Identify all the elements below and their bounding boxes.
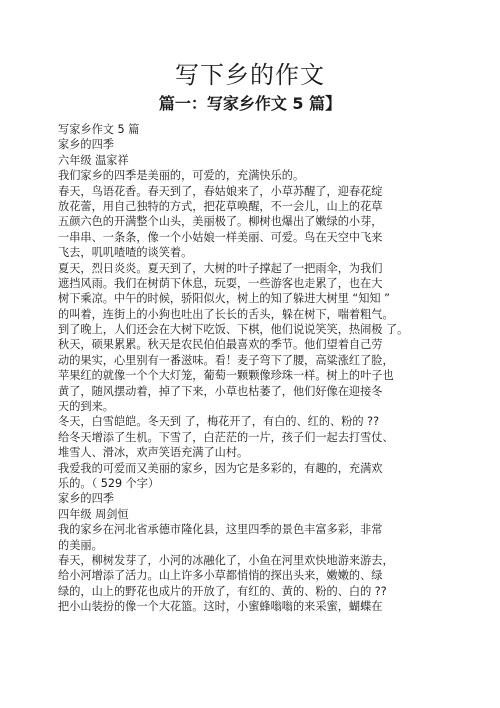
text-line: 家乡的四季 xyxy=(58,492,114,506)
text-line: 堆雪人、滑冰，欢声笑语充满了山村。 xyxy=(58,446,249,460)
text-line: 苹果红的就像一个个大灯笼，葡萄一颗颗像珍珠一样。树上的叶子也 xyxy=(58,369,394,383)
text-line: 秋天，硕果累累。秋天是农民伯伯最喜欢的季节。他们望着自己劳 xyxy=(58,338,383,352)
text-line: 把小山装扮的像一个大花篮。这时，小蜜蜂嗡嗡的来采蜜，蝴蝶在 xyxy=(58,600,383,614)
text-line: 我爱我的可爱而又美丽的家乡，因为它是多彩的，有趣的，充满欢 xyxy=(58,461,383,475)
text-line: 到了晚上，人们还会在大树下吃饭、下棋，他们说说笑笑，热闹极 了。 xyxy=(58,323,409,337)
text-line: 夏天，烈日炎炎。夏天到了，大树的叶子撑起了一把雨伞，为我们 xyxy=(58,261,383,275)
text-line: 给小河增添了活力。山上许多小草都悄悄的探出头来，嫩嫩的、绿 xyxy=(58,569,383,583)
text-line: 动的果实，心里别有一番滋味。看！麦子弯下了腰，高粱涨红了脸， xyxy=(58,353,394,367)
text-line: 放花蕾，用自己独特的方式，把花草唤醒，不一会儿，山上的花草 xyxy=(58,199,383,213)
text-line: 我的家乡在河北省承德市隆化县，这里四季的景色丰富多彩，非常 xyxy=(58,523,383,537)
text-line: 遮挡风雨。我们在树荫下休息，玩耍，一些游客也走累了，也在大 xyxy=(58,276,383,290)
text-line: 树下乘凉。中午的时候，骄阳似火，树上的知了躲进大树里 “知知 ” xyxy=(58,292,390,306)
text-line: 四年级 周剑恒 xyxy=(58,507,129,521)
document-subtitle: 篇一：写家乡作文 5 篇】 xyxy=(158,94,342,113)
text-line: 天的到来。 xyxy=(58,400,114,414)
document-body xyxy=(58,122,458,615)
text-line: 五颜六色的开满整个山头，美丽极了。柳树也爆出了嫩绿的小芽， xyxy=(58,215,383,229)
text-line: 绿的，山上的野花也成片的开放了，有红的、黄的、粉的、白的 ?? xyxy=(58,584,387,598)
document-title: 写下乡的作文 xyxy=(175,61,325,89)
text-line: 六年级 温家祥 xyxy=(58,153,129,167)
text-line: 冬天，白雪皑皑。冬天到 了，梅花开了，有白的、红的、粉的 ?? xyxy=(58,415,380,429)
text-line: 家乡的四季 xyxy=(58,138,114,152)
text-line: 春天，鸟语花香。春天到了，春姑娘来了，小草苏醒了，迎春花绽 xyxy=(58,184,383,198)
text-line: 我们家乡的四季是美丽的，可爱的，充满快乐的。 xyxy=(58,169,305,183)
text-line: 写家乡作文 5 篇 xyxy=(58,123,140,136)
text-line: 飞去，叽叽喳喳的谈笑着。 xyxy=(58,246,193,260)
text-line: 的叫着，连街上的小狗也吐出了长长的舌头，躲在树下，喘着粗气。 xyxy=(58,307,394,321)
text-line: 给冬天增添了生机。下雪了，白茫茫的一片，孩子们一起去打雪仗、 xyxy=(58,430,394,444)
text-line: 黄了，随风摆动着，掉了下来，小草也枯萎了，他们好像在迎接冬 xyxy=(58,384,383,398)
text-line: 一串串、一条条，像一个小姑娘一样美丽、可爱。鸟在天空中飞来 xyxy=(58,230,383,244)
text-line: 的美丽。 xyxy=(58,538,103,552)
text-line: 春天，柳树发芽了，小河的冰融化了，小鱼在河里欢快地游来游去， xyxy=(58,553,394,567)
text-line: 乐的。（ 529 个字） xyxy=(58,476,160,490)
